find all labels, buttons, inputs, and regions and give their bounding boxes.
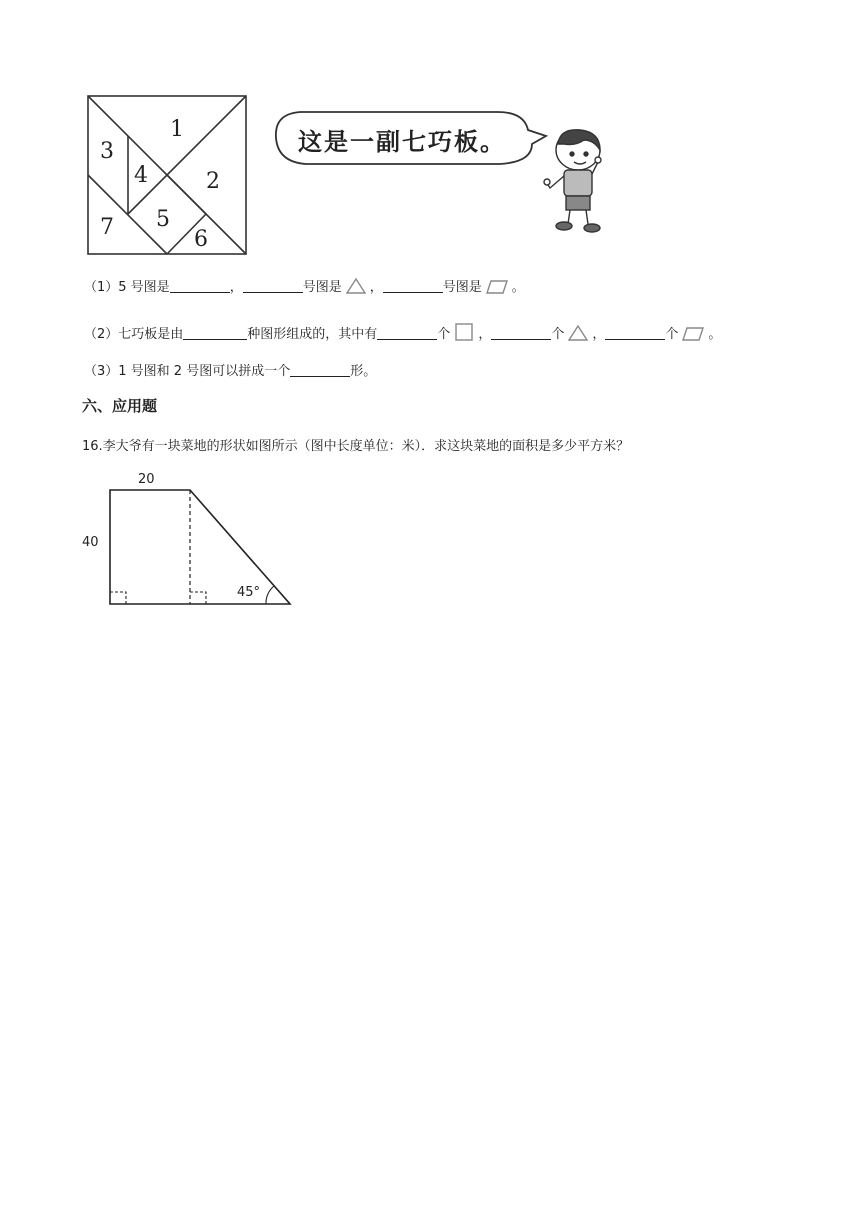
problem-16-text: 16.李大爷有一块菜地的形状如图所示（图中长度单位：米）．求这块菜地的面积是多少平方米？	[82, 439, 630, 454]
q1-sep: ，	[229, 280, 243, 295]
answer-blank[interactable]	[243, 278, 303, 293]
angle-arc	[266, 586, 274, 604]
q3-end: 形。	[350, 364, 377, 379]
trapezoid-figure	[78, 466, 308, 612]
answer-blank[interactable]	[183, 325, 247, 340]
q2-end: 。	[708, 327, 722, 342]
q1-text: 号图是	[302, 280, 342, 295]
right-angle-mark	[190, 592, 206, 604]
q2-text: 种图形组成的，其中有	[247, 327, 378, 342]
parallelogram-icon	[485, 279, 509, 295]
tangram-piece-label: 5	[156, 207, 170, 232]
tangram-piece-label: 6	[194, 227, 208, 252]
boy-illustration	[538, 126, 610, 236]
q2-sep: ，	[592, 327, 606, 342]
q1-sep: ，	[369, 280, 383, 295]
triangle-icon	[345, 277, 367, 295]
tangram-piece-label: 7	[100, 215, 114, 240]
answer-blank[interactable]	[170, 278, 230, 293]
answer-blank[interactable]	[605, 325, 665, 340]
q3-text: （3）1 号图和 2 号图可以拼成一个	[84, 364, 291, 379]
right-angle-mark	[110, 592, 126, 604]
label-height: 40	[82, 535, 99, 550]
tangram-piece-label: 4	[134, 163, 148, 188]
tangram-piece-label: 1	[170, 117, 184, 142]
q1-text: （1）5 号图是	[84, 280, 170, 295]
tangram-piece-label: 3	[100, 139, 114, 164]
answer-blank[interactable]	[383, 278, 443, 293]
trapezoid-outline	[110, 490, 290, 604]
q2-sep: ，	[478, 327, 492, 342]
label-angle: 45°	[237, 585, 261, 600]
section-title: 六、应用题	[82, 397, 158, 415]
tangram-piece-label: 2	[206, 169, 220, 194]
q2-text: 个	[551, 327, 565, 342]
square-icon	[453, 322, 475, 342]
q1-end: 。	[511, 280, 525, 295]
tangram-figure	[84, 92, 254, 258]
tangram-diagonal-upper	[128, 96, 246, 214]
question-1	[84, 277, 525, 297]
answer-blank[interactable]	[491, 325, 551, 340]
question-2	[84, 322, 721, 344]
question-3	[84, 362, 376, 381]
q2-text: 个	[665, 327, 679, 342]
q2-text: （2）七巧板是由	[84, 327, 184, 342]
q1-text: 号图是	[442, 280, 482, 295]
parallelogram-icon	[681, 326, 705, 342]
q2-text: 个	[437, 327, 451, 342]
triangle-icon	[567, 324, 589, 342]
speech-text: 这是一副七巧板。	[298, 127, 506, 156]
answer-blank[interactable]	[290, 362, 350, 377]
answer-blank[interactable]	[377, 325, 437, 340]
tangram-piece6-edge-b	[167, 175, 206, 214]
label-top-width: 20	[138, 472, 155, 487]
